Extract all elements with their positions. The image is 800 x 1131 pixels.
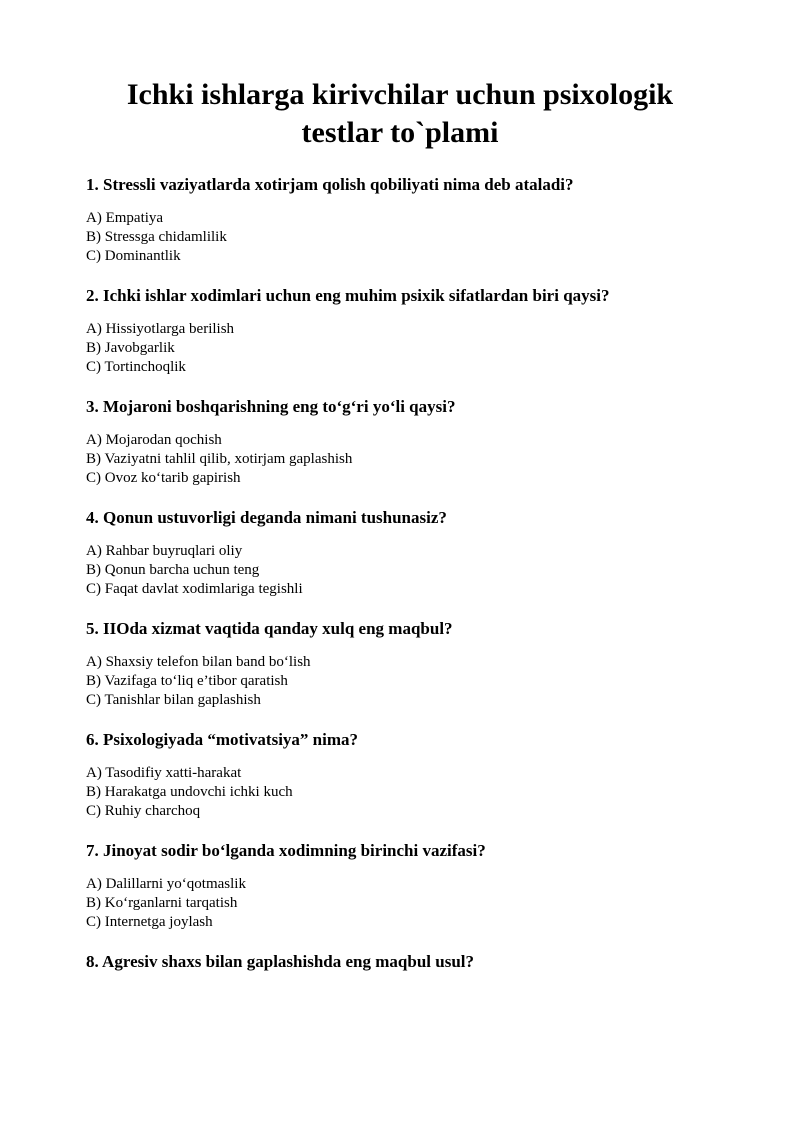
options-list: [86, 875, 714, 932]
option-c: C) Faqat davlat xodimlariga tegishli: [86, 581, 303, 597]
option-c: C) Ovoz ko‘tarib gapirish: [86, 470, 241, 486]
question-6: [86, 729, 714, 821]
question-2: [86, 285, 714, 377]
option-a: A) Tasodifiy xatti-harakat: [86, 765, 242, 781]
question-3: [86, 396, 714, 488]
question-text: 1. Stressli vaziyatlarda xotirjam qolish qobiliyati nima deb ataladi?: [86, 175, 574, 194]
question-4: [86, 507, 714, 599]
option-b: B) Javobgarlik: [86, 340, 175, 356]
question-1: [86, 174, 714, 266]
option-a: A) Mojarodan qochish: [86, 432, 222, 448]
option-b: B) Stressga chidamlilik: [86, 229, 227, 245]
options-list: [86, 320, 714, 377]
option-c: C) Internetga joylash: [86, 914, 213, 930]
option-a: A) Hissiyotlarga berilish: [86, 321, 235, 337]
option-a: A) Shaxsiy telefon bilan band bo‘lish: [86, 654, 311, 670]
question-text: 2. Ichki ishlar xodimlari uchun eng muhim psixik sifatlardan biri qaysi?: [86, 286, 610, 305]
option-c: C) Tanishlar bilan gaplashish: [86, 692, 261, 708]
option-b: B) Ko‘rganlarni tarqatish: [86, 895, 238, 911]
question-text: 5. IIOda xizmat vaqtida qanday xulq eng maqbul?: [86, 619, 453, 638]
question-7: [86, 840, 714, 932]
question-text: 7. Jinoyat sodir bo‘lganda xodimning birinchi vazifasi?: [86, 841, 486, 860]
options-list: [86, 764, 714, 821]
options-list: [86, 209, 714, 266]
option-c: C) Ruhiy charchoq: [86, 803, 201, 819]
options-list: [86, 653, 714, 710]
option-c: C) Dominantlik: [86, 248, 181, 264]
option-c: C) Tortinchoqlik: [86, 359, 186, 375]
option-a: A) Empatiya: [86, 210, 164, 226]
question-text: 6. Psixologiyada “motivatsiya” nima?: [86, 730, 359, 749]
document-title: Ichki ishlarga kirivchilar uchun psixologik testlar to`plami: [126, 78, 674, 149]
option-b: B) Qonun barcha uchun teng: [86, 562, 260, 578]
question-text: 3. Mojaroni boshqarishning eng to‘g‘ri yo‘li qaysi?: [86, 397, 456, 416]
question-8: [86, 951, 714, 973]
options-list: [86, 431, 714, 488]
question-5: [86, 618, 714, 710]
question-text: 4. Qonun ustuvorligi deganda nimani tushunasiz?: [86, 508, 447, 527]
options-list: [86, 542, 714, 599]
option-a: A) Rahbar buyruqlari oliy: [86, 543, 243, 559]
option-b: B) Vaziyatni tahlil qilib, xotirjam gaplashish: [86, 451, 353, 467]
option-b: B) Harakatga undovchi ichki kuch: [86, 784, 293, 800]
option-a: A) Dalillarni yo‘qotmaslik: [86, 876, 246, 892]
question-text: 8. Agresiv shaxs bilan gaplashishda eng maqbul usul?: [86, 952, 474, 971]
option-b: B) Vazifaga to‘liq e’tibor qaratish: [86, 673, 288, 689]
